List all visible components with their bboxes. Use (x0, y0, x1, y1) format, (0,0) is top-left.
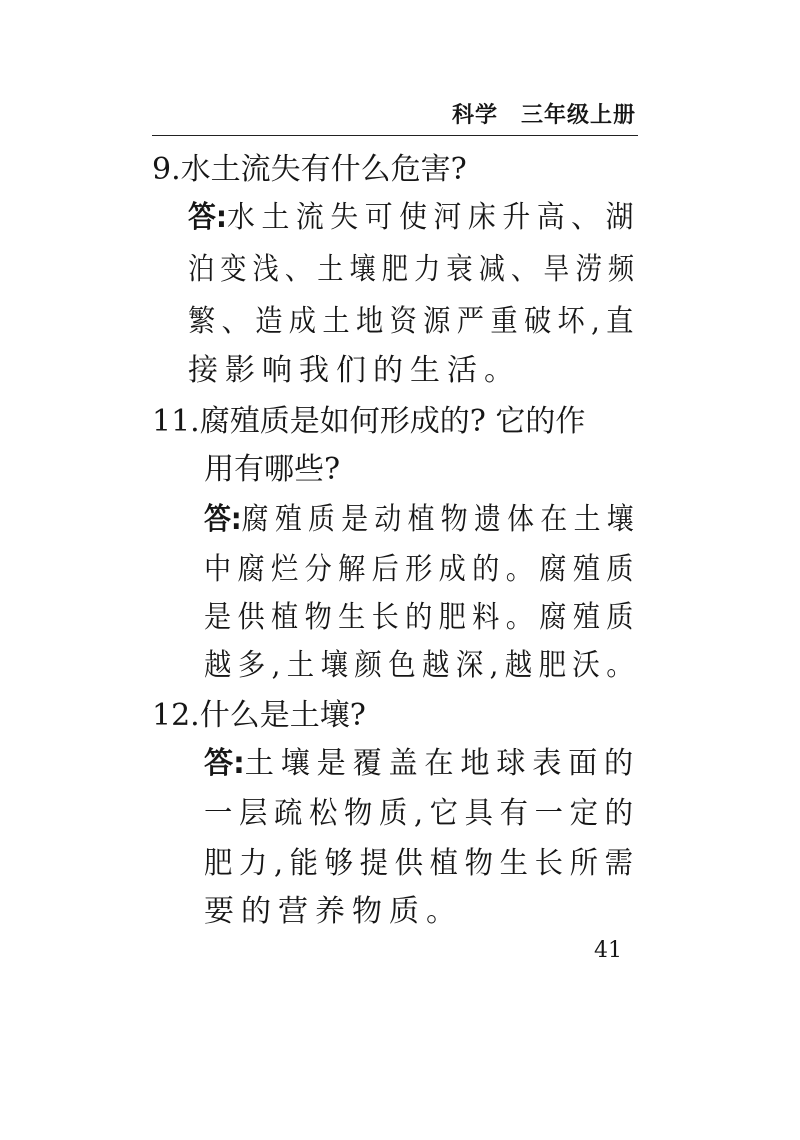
answer-text: 是供植物生长的肥料。腐殖质 (204, 600, 640, 635)
answer-11-line-2 (204, 552, 640, 588)
page-number: 41 (594, 938, 622, 963)
answer-text: 一层疏松物质,它具有一定的 (204, 796, 640, 831)
answer-text: 腐殖质是动植物遗体在土壤 (241, 502, 640, 537)
answer-text: 肥力,能够提供植物生长所需 (204, 846, 640, 881)
book-title: 科学 三年级上册 (451, 103, 636, 128)
answer-label: 答: (188, 200, 228, 235)
answer-text: 繁、造成土地资源严重破坏,直 (188, 304, 640, 339)
answer-text: 泊变浅、土壤肥力衰减、旱涝频 (188, 252, 641, 287)
question-text: 水土流失有什么危害? (180, 152, 467, 187)
answer-11-line-1 (204, 502, 640, 538)
page-header (152, 96, 638, 136)
answer-11-line-3 (204, 600, 640, 636)
question-text: 用有哪些? (204, 452, 341, 487)
header-divider (152, 135, 638, 136)
question-12 (152, 698, 366, 734)
question-text: 什么是土壤? (199, 698, 366, 733)
question-9 (152, 152, 467, 188)
answer-9-line-2 (188, 252, 640, 288)
question-text: 腐殖质是如何形成的? 它的作 (199, 404, 586, 439)
answer-12-line-3 (204, 846, 640, 882)
question-number: 11. (152, 404, 200, 439)
answer-text: 土壤是覆盖在地球表面的 (244, 746, 640, 781)
answer-9-line-4 (188, 353, 521, 389)
answer-9-line-3 (188, 304, 640, 340)
answer-label: 答: (204, 746, 245, 781)
answer-text: 水土流失可使河床升高、湖 (227, 200, 640, 235)
question-number: 9. (152, 152, 181, 187)
answer-text: 要的营养物质。 (204, 894, 463, 929)
question-11 (152, 404, 585, 440)
answer-9-line-1 (188, 200, 640, 236)
question-number: 12. (152, 698, 200, 733)
answer-text: 越多,土壤颜色越深,越肥沃。 (204, 648, 641, 683)
question-11-line-2 (204, 452, 340, 488)
answer-12-line-1 (204, 746, 640, 782)
answer-12-line-4 (204, 894, 463, 930)
answer-12-line-2 (204, 796, 640, 832)
answer-label: 答: (204, 502, 242, 537)
answer-11-line-4 (204, 648, 640, 684)
answer-text: 中腐烂分解后形成的。腐殖质 (204, 552, 640, 587)
answer-text: 接影响我们的生活。 (188, 353, 521, 388)
